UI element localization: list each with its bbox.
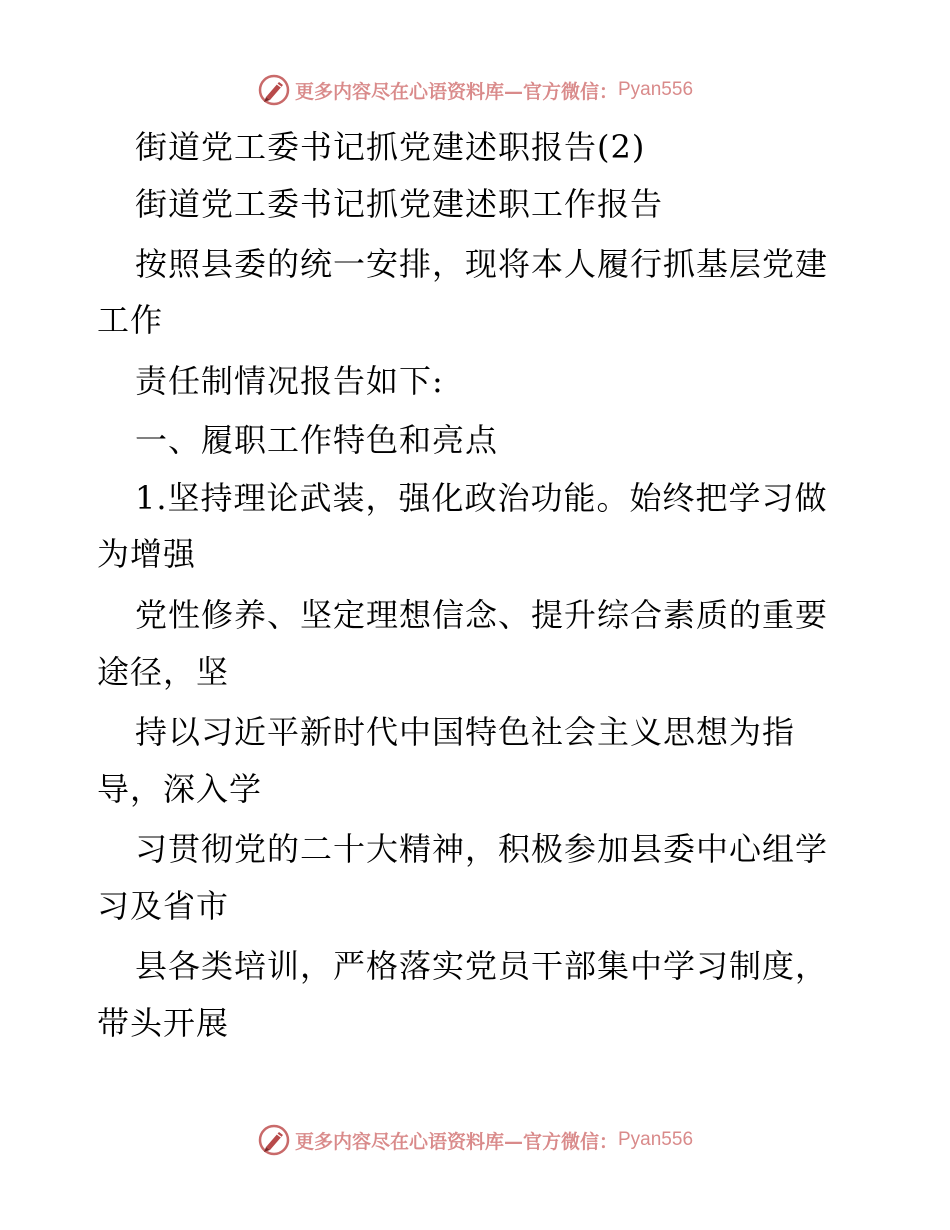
paragraph-line: 导，深入学 <box>97 770 263 808</box>
paragraph-line: 途径，坚 <box>97 653 230 691</box>
pen-logo-icon <box>257 73 291 107</box>
footer-watermark-banner <box>0 1120 950 1160</box>
paragraph-line: 带头开展 <box>97 1004 230 1042</box>
document-title: 街道党工委书记抓党建述职报告(2) <box>135 128 646 166</box>
paragraph-line: 习及省市 <box>97 887 230 925</box>
paragraph-line: 1.坚持理论武装，强化政治功能。始终把学习做 <box>135 479 828 517</box>
banner-text: 更多内容尽在心语资料库—官方微信： <box>294 1130 618 1153</box>
header-watermark-banner <box>0 70 950 110</box>
paragraph-line: 习贯彻党的二十大精神，积极参加县委中心组学 <box>135 830 829 868</box>
paragraph-line: 为增强 <box>97 535 197 573</box>
paragraph-line: 党性修养、坚定理想信念、提升综合素质的重要 <box>135 596 829 634</box>
paragraph-line: 责任制情况报告如下: <box>135 362 444 400</box>
banner-wechat-handle: Pyan556 <box>618 1129 694 1150</box>
section-heading: 一、履职工作特色和亮点 <box>135 421 499 459</box>
document-subtitle: 街道党工委书记抓党建述职工作报告 <box>135 185 664 223</box>
banner-text: 更多内容尽在心语资料库—官方微信： <box>294 80 618 103</box>
banner-wechat-handle: Pyan556 <box>618 79 694 100</box>
paragraph-line: 按照县委的统一安排，现将本人履行抓基层党建 <box>135 245 829 283</box>
paragraph-line: 工作 <box>97 301 164 339</box>
pen-logo-icon <box>257 1123 291 1157</box>
paragraph-line: 县各类培训，严格落实党员干部集中学习制度， <box>135 947 829 985</box>
paragraph-line: 持以习近平新时代中国特色社会主义思想为指 <box>135 713 796 751</box>
